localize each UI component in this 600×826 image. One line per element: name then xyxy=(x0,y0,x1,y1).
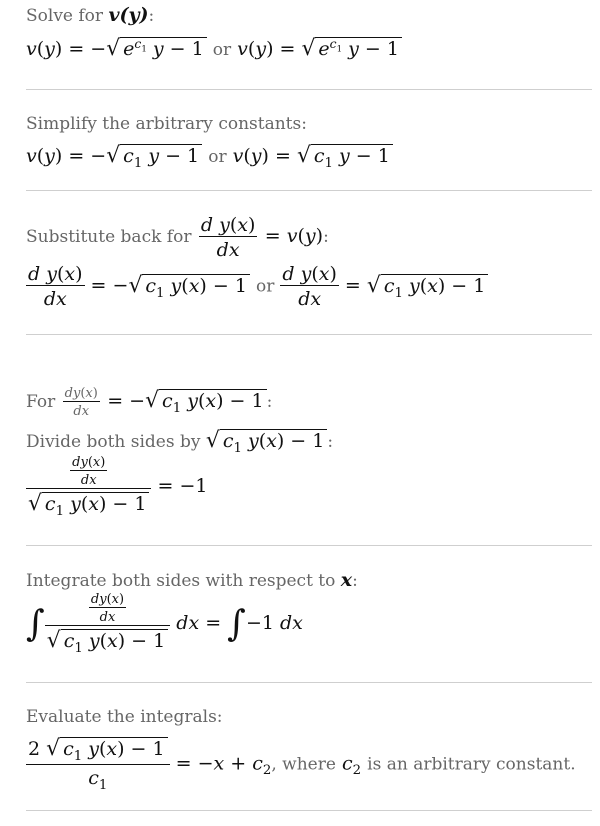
step-colon: : xyxy=(266,392,273,412)
step-text: Substitute back for xyxy=(26,227,192,247)
step-colon: : xyxy=(352,571,358,591)
step-text: Divide both sides by xyxy=(26,432,201,452)
divider xyxy=(26,334,592,335)
or-text: or xyxy=(208,147,227,167)
where-text: , where xyxy=(271,754,336,775)
step-integrate-label xyxy=(26,569,358,591)
step-solve-label xyxy=(26,4,154,26)
divider xyxy=(26,89,592,90)
constant-note: is an arbitrary constant. xyxy=(367,754,576,775)
step-simplify-label xyxy=(26,114,307,134)
equation-integral: ∫ $\frac{\frac{dy(x)}{dx}}{√ c_1 y(x) - 1}$ dx = ∫−1 dx xyxy=(26,592,303,656)
step-text: For xyxy=(26,392,56,412)
step-var: x xyxy=(340,569,353,591)
step-evaluate-label xyxy=(26,707,223,727)
step-text: Evaluate the integrals: xyxy=(26,707,223,727)
equation-substituted: $\frac{\text{d y(x)}}{dx}$ = −√ $c_1$ y(x) − 1 or $\frac{\text{d y(x)}}{dx}$ = √ $c_1$ y(x) − 1 xyxy=(26,263,488,310)
step-divide-label: Divide both sides by √ $c_1$ y(x) − 1 : xyxy=(26,428,334,456)
equation-result: $\frac{2 √ c_1 y(x) - 1}{c_1}$ = $-x + c_2$, where $c_2$ is an arbitrary constant. xyxy=(28,736,576,793)
equation-divided: $\frac{\frac{dy(x)}{dx}}{√ c_1 y(x) - 1}$ = −1 xyxy=(28,455,208,519)
step-colon: : xyxy=(323,227,329,247)
equation-simplified: v(y) = −√ $c_1$ y − 1 or v(y) = √ $c_1$ y − 1 xyxy=(26,143,393,171)
divider xyxy=(26,682,592,683)
step-text: Solve for xyxy=(26,6,104,26)
step-var: v(y) xyxy=(108,4,149,26)
or-text: or xyxy=(255,276,275,297)
step-substitute-label: Substitute back for $\frac{\text{d y(x)}}{dx}$ = v(y): xyxy=(26,214,329,261)
equation-v-y: v(y) = −√ $e^{c_1}$ y − 1 or v(y) = √ $e^{c_1}$ y − 1 xyxy=(26,36,402,61)
divider xyxy=(26,810,592,811)
divider xyxy=(26,545,592,546)
divider xyxy=(26,190,592,191)
or-text: or xyxy=(212,40,232,60)
step-colon: : xyxy=(327,432,334,452)
step-colon: : xyxy=(148,6,155,26)
step-text: Simplify the arbitrary constants: xyxy=(26,114,307,134)
step-text: Integrate both sides with respect to xyxy=(26,571,336,591)
step-for-label: For $\frac{dy(x)}{dx}$ = −√ $c_1$ y(x) − 1 : xyxy=(26,386,273,419)
